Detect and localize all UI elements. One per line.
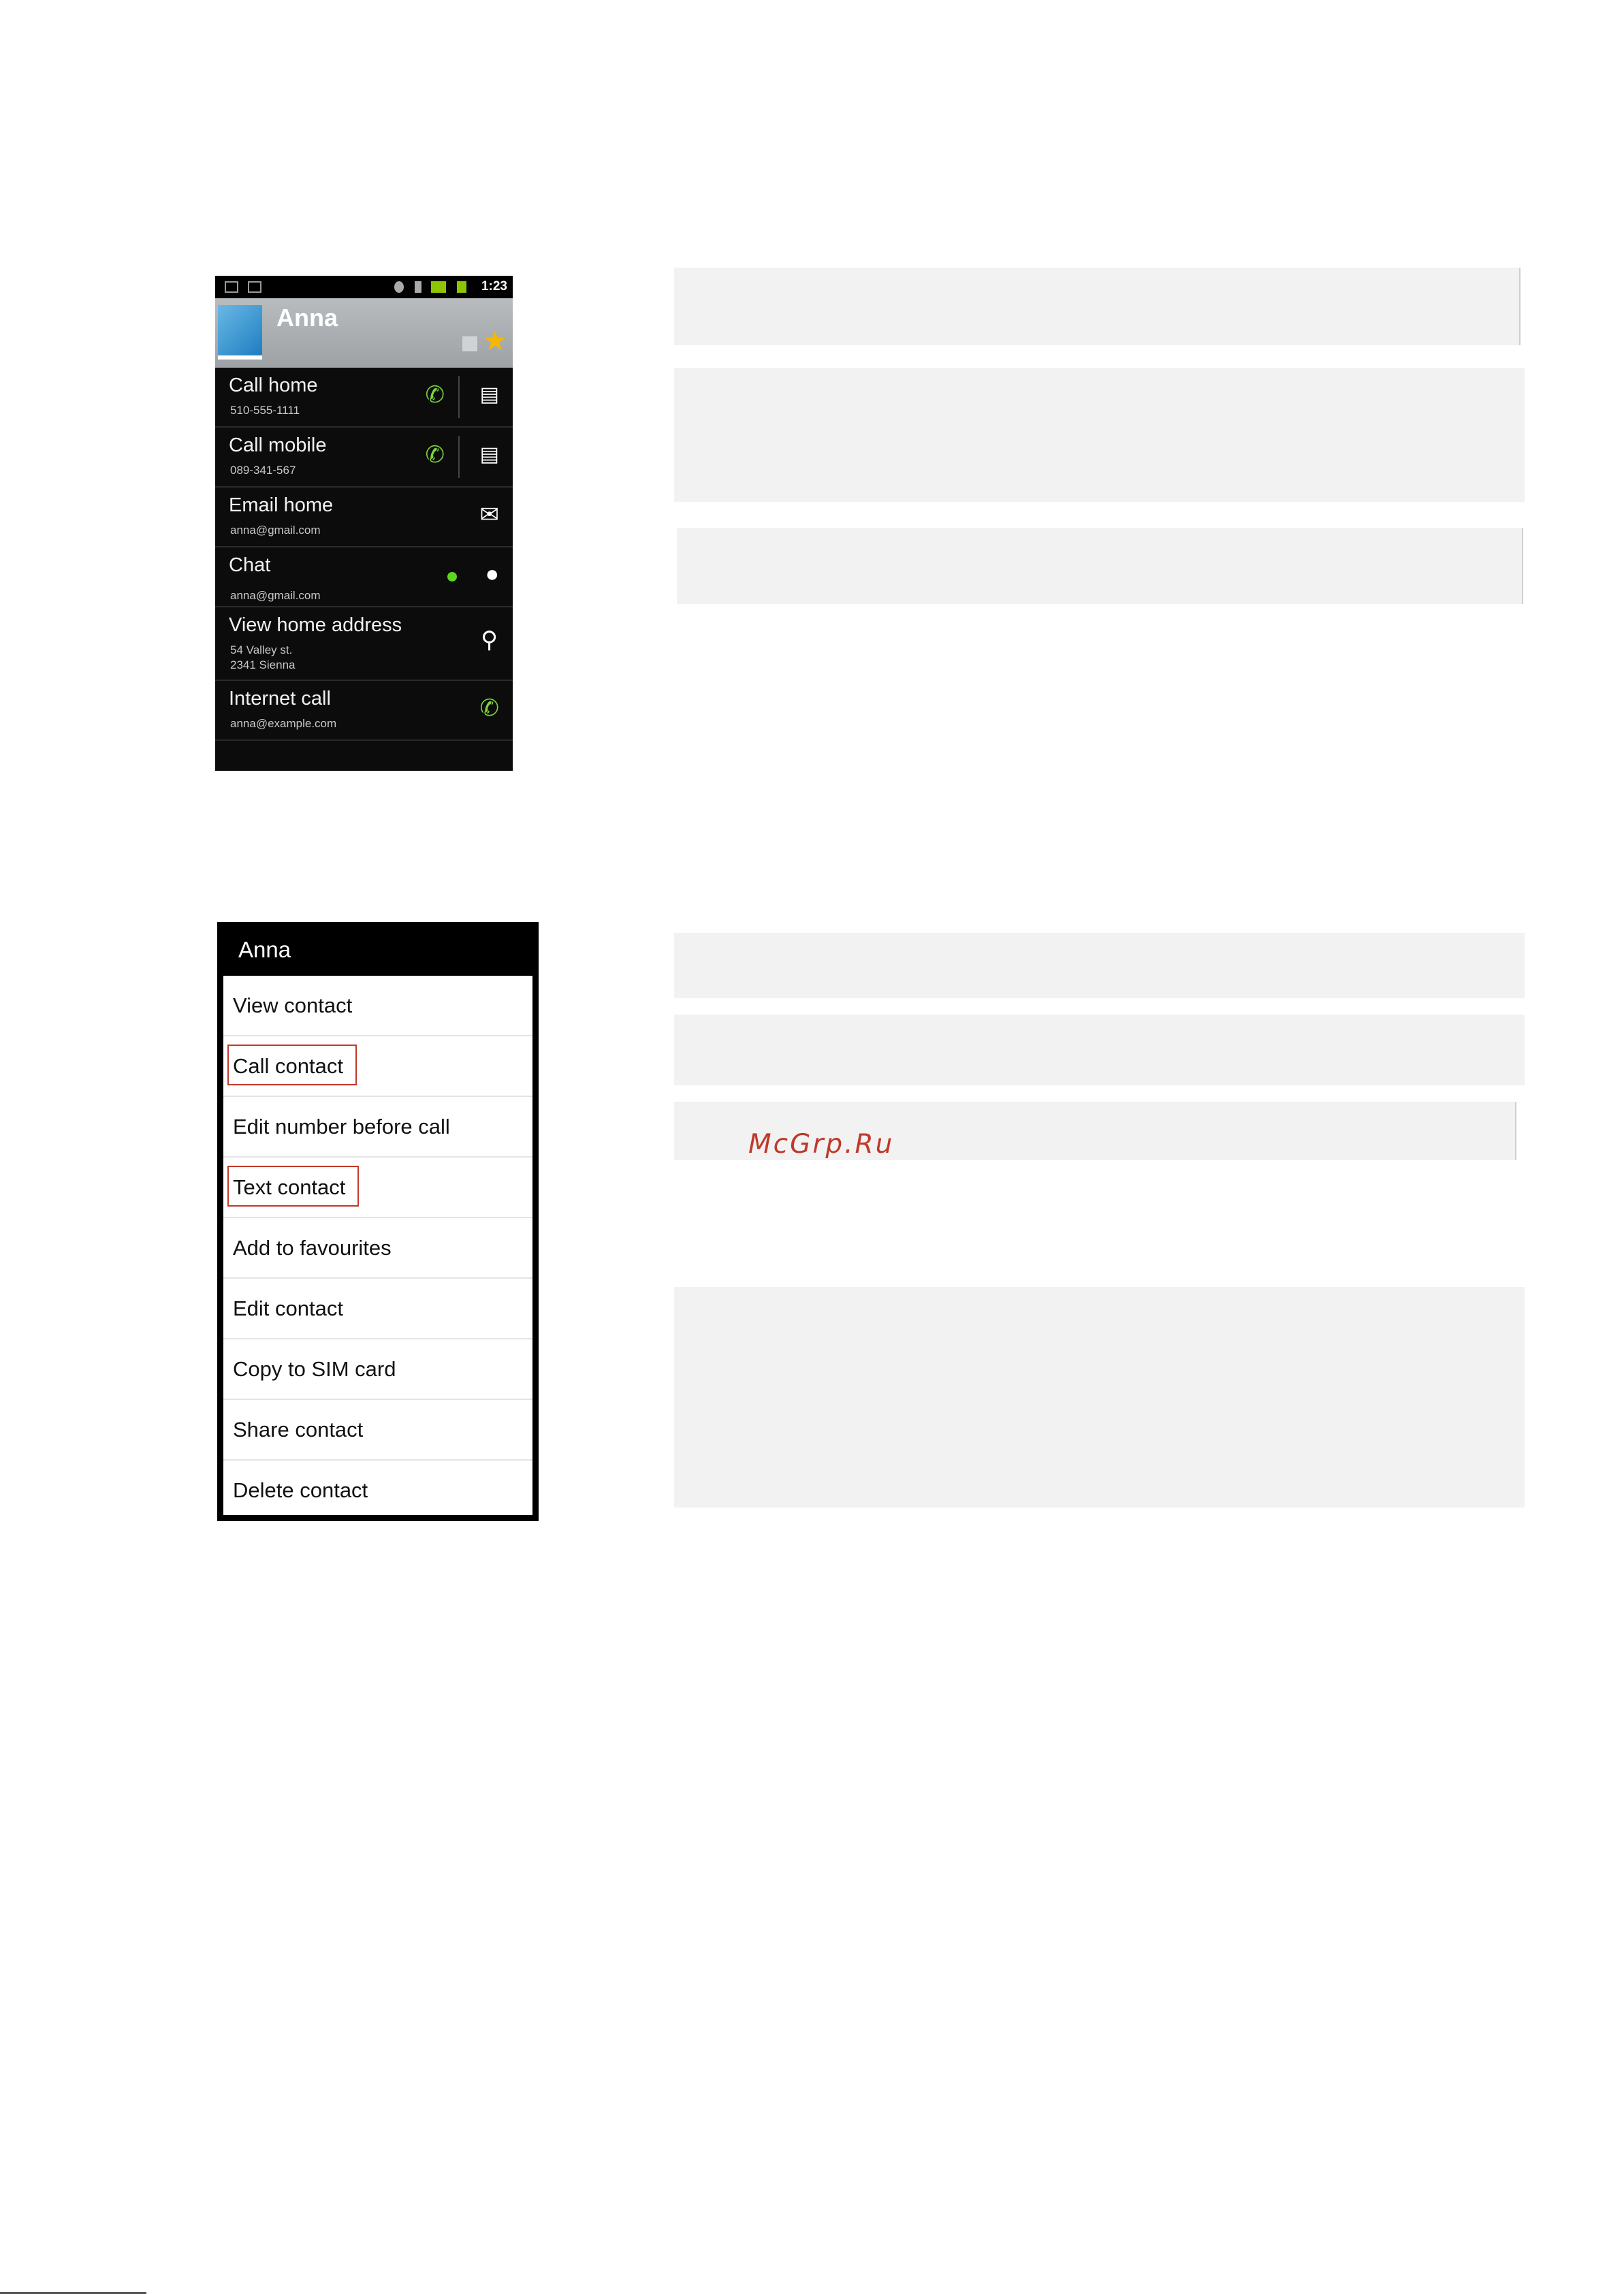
row-sub: anna@example.com [230,717,337,730]
menu-item-label: Share contact [233,1418,364,1441]
divider [458,436,460,478]
row-call-mobile[interactable] [215,428,513,488]
menu-item-label: Edit number before call [233,1115,450,1138]
menu-item-label: Edit contact [233,1296,343,1320]
text-panel [677,528,1523,604]
menu-item-edit-contact[interactable] [223,1279,532,1339]
menu-item-share-contact[interactable] [223,1400,532,1461]
menu-item-label: Copy to SIM card [233,1357,396,1381]
favourite-star-icon[interactable]: ★ [483,326,507,356]
watermark: McGrp.Ru [748,1129,895,1160]
menu-title: Anna [223,928,532,976]
row-label: Email home [229,494,334,516]
battery-icon [457,281,466,293]
row-sub: anna@gmail.com [230,589,321,602]
status-bar [215,276,513,298]
row-sub: 54 Valley st. [230,643,293,656]
row-chat[interactable] [215,547,513,607]
row-email-home[interactable] [215,488,513,547]
menu-item-label: Delete contact [233,1478,368,1502]
row-label: Internet call [229,688,331,710]
menu-item-label: View contact [233,993,353,1017]
row-label: Chat [229,554,271,576]
text-panel [674,368,1525,502]
select-box[interactable] [462,336,477,351]
menu-item-label: Call contact [227,1045,357,1085]
gps-icon [394,281,404,293]
calendar-icon [248,281,261,293]
menu-item-add-favourites[interactable] [223,1218,532,1279]
phone-icon[interactable]: ✆ [425,382,445,408]
contact-header [215,298,513,368]
text-panel [674,933,1525,998]
menu-item-label: Add to favourites [233,1236,392,1260]
row-internet-call[interactable] [215,681,513,741]
menu-item-label: Text contact [227,1166,359,1207]
row-label: Call mobile [229,434,327,456]
row-sub: 510-555-1111 [230,404,300,417]
menu-item-call-contact[interactable] [223,1036,532,1097]
phone-icon[interactable]: ✆ [479,695,499,721]
text-panel [674,1015,1525,1085]
contact-name: Anna [276,304,338,332]
row-label: Call home [229,375,318,396]
signal-icon [431,281,446,293]
row-sub: 089-341-567 [230,464,296,477]
contact-avatar[interactable] [218,305,262,360]
divider [458,376,460,418]
message-icon[interactable]: ▤ [479,443,499,466]
row-sub: anna@gmail.com [230,524,321,537]
text-panel [674,1287,1525,1508]
message-icon[interactable]: ▤ [479,383,499,406]
contact-detail-screen [215,276,513,771]
row-call-home[interactable] [215,368,513,428]
menu-item-view-contact[interactable] [223,976,532,1036]
row-view-home-address[interactable] [215,607,513,681]
email-icon[interactable]: ✉ [479,502,499,528]
menu-item-delete-contact[interactable] [223,1461,532,1521]
notification-icon [225,281,238,293]
network-icon [415,281,421,293]
status-time: 1:23 [481,279,507,293]
map-pin-icon[interactable]: ⚲ [481,627,498,653]
menu-item-edit-number[interactable] [223,1097,532,1158]
row-label: View home address [229,614,402,636]
menu-item-copy-sim[interactable] [223,1339,532,1400]
chat-bubble-icon[interactable]: ● [485,561,499,587]
phone-icon[interactable]: ✆ [425,442,445,468]
text-panel [674,268,1520,345]
row-sub: 2341 Sienna [230,658,296,671]
online-status-icon [447,572,457,582]
context-menu-screen [217,922,539,1521]
menu-item-text-contact[interactable] [223,1158,532,1218]
